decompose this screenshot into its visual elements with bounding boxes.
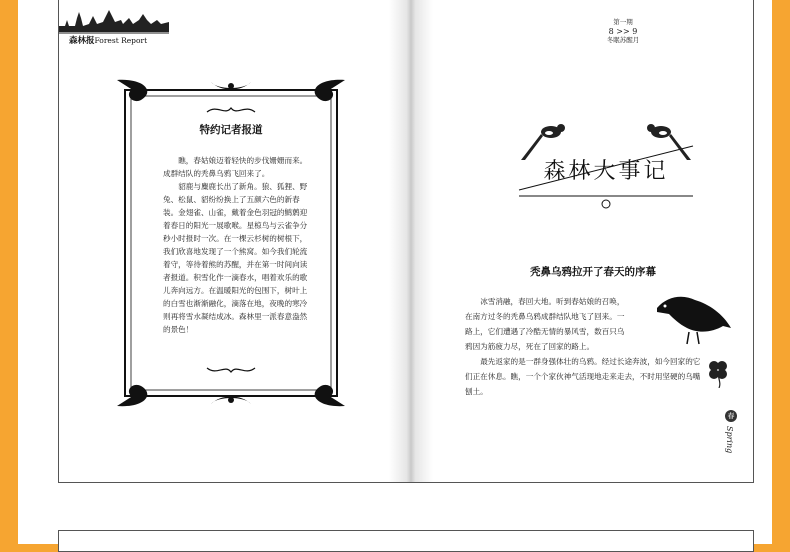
story-title: 秃鼻乌鸦拉开了春天的序幕 (530, 266, 656, 278)
story-paragraph: 冰雪消融，春回大地。听到春姑娘的召唤，在南方过冬的秃鼻乌鸦成群结队地飞了回来。一路上，它们遭遇了冷酷无情的暴风雪，数百只乌鸦因为筋疲力尽，死在了回家的路上。 (465, 297, 625, 351)
section-title: 森林大事记 (543, 159, 669, 184)
section-title-block (511, 120, 701, 210)
canvas (18, 0, 772, 544)
left-orange-band (0, 0, 18, 544)
page-range: 8 >> 9 (608, 27, 638, 36)
season-marker (725, 410, 739, 454)
crow-icon (653, 288, 733, 348)
next-book-preview (58, 530, 754, 552)
masthead-sub: Forest Report (94, 36, 148, 45)
left-page (59, 0, 389, 482)
issue-label: 第一期 (613, 18, 633, 26)
report-frame (115, 78, 347, 408)
issue-sub: 冬眠苏醒月 (606, 36, 640, 44)
clover-icon (707, 358, 729, 388)
story-paragraph: 最先返家的是一群身强体壮的乌鸦。经过长途奔波，如今回家的它们正在休息。瞧，一个个家伙神气活现地走来走去，不时用坚硬的乌嘴刨土。 (465, 357, 701, 396)
issue-header (583, 18, 663, 45)
season-word: Spring (725, 426, 734, 454)
right-orange-band (772, 0, 790, 544)
book-gutter (389, 0, 433, 482)
report-body (163, 154, 311, 336)
right-page (433, 0, 753, 482)
forest-skyline-icon (59, 8, 169, 34)
masthead-logo: 森林报 (69, 36, 95, 46)
season-badge: 春 (725, 410, 737, 422)
report-heading: 特约记者报道 (199, 124, 263, 136)
book-spread (58, 0, 754, 483)
masthead (59, 8, 169, 48)
report-paragraph: 瞧，春姑娘迈着轻快的步伐姗姗而来。成群结队的秃鼻乌鸦飞回来了。 (163, 156, 308, 178)
report-paragraph: 貂鹿与麋鹿长出了新角。狼、狐狸、野兔、松鼠、貂纷纷换上了五颜六色的新春装。金翅雀、山雀，戴着金色羽冠的鹪鹩迎着春日的阳光一展歌喉。星椋鸟与云雀争分秒小时报时一次。在一棵云杉树的树根下，我们欣喜地发现了一个熊窝。如今我们轮流着守，等待着熊的苏醒，并在第一时间向读者报道。积雪化作一滴春水，唱着欢乐的歌儿奔向远方。在温暖阳光的包围下，树叶上的白雪也渐渐融化，滴落在地，夜晚的寒冷则再将雪水凝结成冰。森林里一派春意盎然的景色！ (163, 182, 308, 334)
masthead-title (69, 34, 147, 46)
